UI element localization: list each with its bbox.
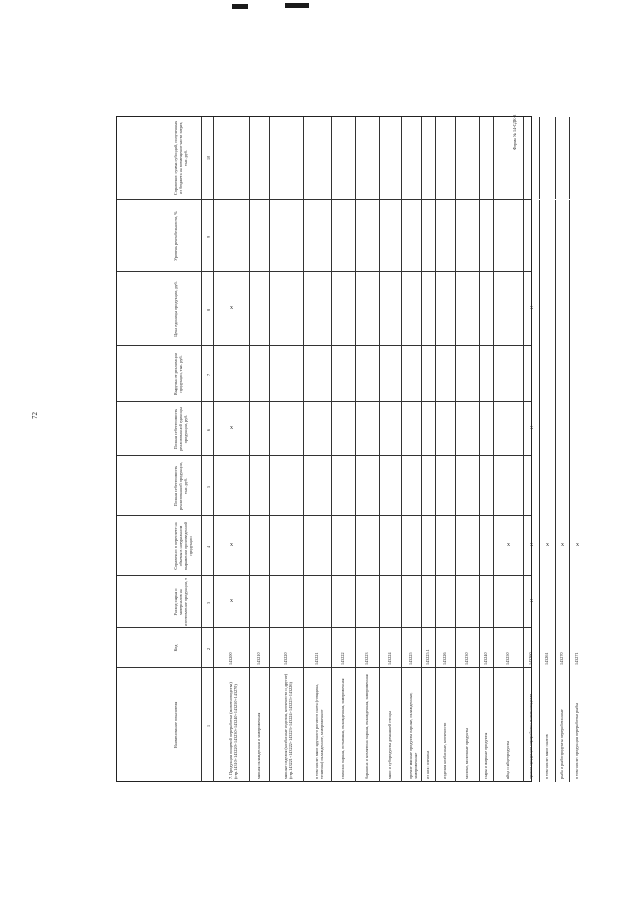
table-cell	[213, 200, 250, 272]
scan-mark-top-left	[232, 4, 248, 9]
table-cell	[379, 668, 402, 782]
table-cell	[493, 346, 524, 402]
table-cell	[435, 668, 456, 782]
table-cell	[269, 200, 304, 272]
table-cell	[331, 668, 356, 782]
row-name: мясо и субпродукты домашней птицы	[387, 711, 392, 779]
table-cell	[555, 200, 570, 272]
table-cell	[479, 272, 494, 346]
row-code: 143250	[505, 652, 510, 665]
table-cell	[213, 117, 250, 199]
column-number: 5	[206, 485, 211, 488]
row-name: свинина парная, остывшая, охлажденная, замороженная	[340, 678, 345, 779]
table-cell	[331, 402, 356, 456]
table-cell	[401, 346, 422, 402]
table-cell	[479, 628, 494, 668]
header-cell-col1	[117, 576, 201, 628]
table-cell	[401, 200, 422, 272]
table-cell	[455, 346, 480, 402]
table-cell	[523, 117, 540, 199]
table-cell	[555, 456, 570, 516]
column-number: 4	[206, 545, 211, 548]
table-cell	[331, 516, 356, 576]
table-cell	[479, 117, 494, 199]
cross-mark: x	[230, 305, 233, 311]
table-cell	[493, 114, 524, 199]
table-cell	[435, 628, 456, 668]
table-cell	[331, 456, 356, 516]
header-text-col1: Расход сырья и материалов на изготовление продукции, т	[173, 578, 188, 626]
table-cell	[523, 346, 540, 402]
statistics-table	[116, 116, 579, 782]
table-cell	[355, 402, 380, 456]
table-cell	[479, 576, 494, 628]
table-cell	[539, 516, 556, 576]
table-cell	[401, 402, 422, 456]
table-cell	[569, 272, 586, 346]
header-cell-col3	[117, 456, 201, 516]
table-cell	[455, 200, 480, 272]
table-cell	[303, 628, 332, 668]
table-cell	[401, 117, 422, 199]
table-cell	[303, 200, 332, 272]
table-band-col8	[117, 114, 531, 199]
row-name: мясные изделия (колбасные изделия, копчености и другие) (стр.143221+143222+143223+143224+143225+143226)	[283, 673, 293, 779]
row-name: в том числе: мясо крупного рогатого скота (говядина, телятина) охлажденное, замороженное	[314, 683, 324, 779]
header-cell-col6	[117, 272, 201, 346]
column-number: 1	[206, 724, 211, 727]
table-band-name	[117, 667, 579, 782]
header-cell-col8	[117, 117, 201, 199]
table-cell	[249, 668, 270, 782]
cross-mark: x	[230, 425, 233, 431]
column-number: 7	[206, 373, 211, 376]
cross-mark: x	[530, 598, 533, 604]
header-text-col8: Справочно: сумма субсидий, полученных из бюджета на возмещение части затрат, тыс. руб.	[173, 120, 188, 196]
cross-mark: x	[561, 542, 564, 548]
table-cell	[493, 272, 524, 346]
table-cell	[331, 628, 356, 668]
table-cell	[435, 402, 456, 456]
table-cell	[421, 456, 436, 516]
cross-mark: x	[530, 425, 533, 431]
table-cell	[269, 272, 304, 346]
cross-mark: x	[530, 305, 533, 311]
row-name: молоко, молочные продукты	[464, 728, 469, 779]
table-cell	[213, 346, 250, 402]
table-cell	[213, 402, 250, 456]
column-number: 2	[206, 647, 211, 650]
table-cell	[269, 117, 304, 199]
table-cell	[555, 628, 570, 668]
table-cell	[401, 272, 422, 346]
table-cell	[569, 402, 586, 456]
table-cell	[455, 117, 480, 199]
header-text-col3: Полная себестоимость реализованной продукции, тыс. руб.	[173, 462, 188, 510]
table-cell	[523, 272, 540, 346]
header-text-name: Наименование показателя	[173, 701, 178, 749]
table-cell	[355, 200, 380, 272]
table-cell	[539, 346, 556, 402]
table-cell	[331, 117, 356, 199]
table-cell	[435, 200, 456, 272]
row-code: 143261	[544, 652, 549, 665]
table-cell	[303, 402, 332, 456]
header-cell-col2	[117, 516, 201, 576]
column-number: 10	[206, 155, 211, 160]
table-band-code	[117, 627, 579, 668]
table-cell	[479, 516, 494, 576]
table-cell	[555, 668, 570, 782]
table-cell	[355, 346, 380, 402]
table-cell	[539, 668, 556, 782]
table-cell	[539, 117, 556, 199]
header-text-code: Код	[173, 644, 178, 652]
table-cell	[401, 576, 422, 628]
table-cell	[331, 576, 356, 628]
table-cell	[355, 668, 380, 782]
row-code: 143260	[528, 652, 533, 665]
header-cell-col7	[117, 200, 201, 272]
table-cell	[379, 628, 402, 668]
column-number: 6	[206, 428, 211, 431]
table-cell	[493, 456, 524, 516]
header-text-col2: Справочно: в пересчете на объемы в натуральном выражении произведенной продукции	[173, 521, 193, 571]
row-code: 143240	[483, 652, 488, 665]
row-name: 7. Продукция пищевой переработки (животноводства) (стр.14310+143220+143230+143240+143250+143270)	[228, 682, 238, 779]
row-name: прочие мясные продукты парные, охлажденные, замороженные	[408, 692, 418, 779]
table-cell	[435, 516, 456, 576]
table-cell	[379, 402, 402, 456]
table-cell	[493, 628, 524, 668]
table-cell	[455, 272, 480, 346]
row-code: 143270	[559, 652, 564, 665]
table-cell	[213, 272, 250, 346]
table-cell	[569, 668, 586, 782]
table-cell	[479, 346, 494, 402]
row-name: мясная охлажденная и замороженная	[256, 712, 261, 779]
table-cell	[493, 576, 524, 628]
header-cell-col5	[117, 346, 201, 402]
table-cell	[355, 628, 380, 668]
table-cell	[421, 117, 436, 199]
table-cell	[269, 576, 304, 628]
table-cell	[555, 346, 570, 402]
row-name: баранина и козлятина парная, охлажденная, замороженная	[364, 674, 369, 779]
table-cell	[249, 272, 270, 346]
row-code: 143210	[256, 652, 261, 665]
table-cell	[421, 628, 436, 668]
row-name: в том числе: мясо пантов	[544, 734, 549, 779]
table-cell	[523, 628, 540, 668]
table-cell	[555, 117, 570, 199]
table-cell	[479, 668, 494, 782]
row-code: 143225.1	[425, 649, 430, 665]
table-band-col4	[117, 401, 531, 456]
row-name: сыры и жирные продукты	[483, 732, 488, 779]
column-number: 9	[206, 235, 211, 238]
table-cell	[213, 668, 250, 782]
page-number: 72	[31, 412, 39, 419]
table-cell	[493, 668, 524, 782]
cross-mark: x	[576, 542, 579, 548]
table-cell	[569, 200, 586, 272]
table-cell	[421, 516, 436, 576]
table-cell	[555, 576, 570, 628]
table-cell	[539, 456, 556, 516]
table-cell	[249, 117, 270, 199]
row-code: 143222	[340, 652, 345, 665]
table-cell	[539, 628, 556, 668]
table-cell	[401, 668, 422, 782]
table-cell	[303, 668, 332, 782]
table-cell	[249, 402, 270, 456]
cross-mark: x	[507, 542, 510, 548]
table-cell	[455, 576, 480, 628]
table-cell	[539, 200, 556, 272]
row-code: 143225	[408, 652, 413, 665]
table-cell	[479, 456, 494, 516]
row-code: 143200	[228, 652, 233, 665]
table-cell	[523, 516, 540, 576]
table-cell	[379, 456, 402, 516]
table-band-col7	[117, 199, 531, 272]
table-cell	[269, 346, 304, 402]
table-cell	[401, 628, 422, 668]
header-cell-name	[117, 668, 201, 782]
table-cell	[303, 272, 332, 346]
header-text-col6: Цена единицы продукции, руб.	[173, 281, 178, 337]
row-code: 143221	[314, 652, 319, 665]
table-cell	[379, 576, 402, 628]
table-cell	[555, 516, 570, 576]
row-code: 143271	[574, 652, 579, 665]
cross-mark: x	[546, 542, 549, 548]
header-cell-code	[117, 628, 201, 668]
table-cell	[355, 272, 380, 346]
table-cell	[303, 117, 332, 199]
table-band-col5	[117, 345, 531, 402]
form-label: Форма № 14-СДК-3	[512, 114, 517, 150]
cross-mark: x	[230, 542, 233, 548]
row-code: 143220	[283, 652, 288, 665]
table-cell	[479, 200, 494, 272]
table-cell	[331, 346, 356, 402]
row-name: из них: оленина	[425, 750, 430, 779]
table-cell	[213, 628, 250, 668]
table-cell	[479, 402, 494, 456]
column-number: 3	[206, 601, 211, 604]
scan-mark-top-right	[285, 3, 309, 8]
table-cell	[455, 668, 480, 782]
table-cell	[569, 628, 586, 668]
row-code: 143230	[464, 652, 469, 665]
table-band-col2	[117, 515, 579, 576]
table-cell	[213, 456, 250, 516]
table-cell	[523, 668, 540, 782]
table-cell	[421, 668, 436, 782]
table-cell	[249, 346, 270, 402]
table-cell	[379, 117, 402, 199]
row-code: 143223	[364, 652, 369, 665]
table-cell	[379, 200, 402, 272]
table-cell	[355, 117, 380, 199]
table-cell	[569, 346, 586, 402]
table-band-col3	[117, 455, 531, 516]
column-number: 8	[206, 308, 211, 311]
table-cell	[455, 516, 480, 576]
table-cell	[269, 456, 304, 516]
table-cell	[523, 576, 540, 628]
table-cell	[493, 200, 524, 272]
table-cell	[269, 516, 304, 576]
table-cell	[569, 456, 586, 516]
table-cell	[539, 402, 556, 456]
table-cell	[523, 402, 540, 456]
table-cell	[249, 576, 270, 628]
table-cell	[455, 456, 480, 516]
table-cell	[331, 272, 356, 346]
table-cell	[379, 346, 402, 402]
header-text-col5: Выручка от реализации продукции, тыс. руб.	[173, 352, 183, 396]
table-cell	[539, 272, 556, 346]
table-cell	[269, 668, 304, 782]
table-cell	[569, 576, 586, 628]
table-cell	[249, 200, 270, 272]
table-cell	[213, 516, 250, 576]
table-cell	[523, 456, 540, 516]
header-cell-col4	[117, 402, 201, 456]
table-cell	[213, 576, 250, 628]
header-text-col7: Уровень рентабельности, %	[173, 211, 178, 261]
table-cell	[355, 456, 380, 516]
row-name: в том числе: продукция переработки рыбы	[574, 702, 579, 779]
table-cell	[379, 516, 402, 576]
table-band-col6	[117, 271, 531, 346]
row-name: яйца и яйцепродукты	[505, 740, 510, 779]
table-cell	[555, 402, 570, 456]
table-cell	[435, 576, 456, 628]
table-cell	[569, 117, 586, 199]
table-cell	[331, 200, 356, 272]
table-cell	[421, 200, 436, 272]
table-cell	[249, 516, 270, 576]
table-cell	[249, 456, 270, 516]
table-cell	[355, 516, 380, 576]
table-cell	[455, 628, 480, 668]
table-cell	[523, 200, 540, 272]
table-cell	[421, 576, 436, 628]
table-cell	[539, 576, 556, 628]
table-cell	[493, 402, 524, 456]
cross-mark: x	[530, 542, 533, 548]
table-cell	[421, 402, 436, 456]
row-name: изделия колбасные, копчености	[442, 722, 447, 779]
table-cell	[303, 576, 332, 628]
table-cell	[249, 628, 270, 668]
row-name: рыба и рыбопродукты переработанные	[559, 709, 564, 779]
table-cell	[569, 516, 586, 576]
row-name: прочая продукция переработки животноводства	[528, 693, 533, 779]
row-code: 143226	[442, 652, 447, 665]
table-cell	[269, 402, 304, 456]
cross-mark: x	[230, 598, 233, 604]
table-band-col1	[117, 575, 531, 628]
table-cell	[421, 346, 436, 402]
row-code: 143224	[387, 652, 392, 665]
table-cell	[435, 117, 456, 199]
table-cell	[303, 346, 332, 402]
table-cell	[401, 456, 422, 516]
table-cell	[401, 516, 422, 576]
table-cell	[493, 516, 524, 576]
header-text-col4: Полная себестоимость реализованной единицы продукции, руб.	[173, 407, 188, 451]
table-cell	[555, 272, 570, 346]
table-cell	[355, 576, 380, 628]
table-cell	[455, 402, 480, 456]
table-cell	[421, 272, 436, 346]
table-cell	[269, 628, 304, 668]
table-cell	[303, 456, 332, 516]
table-cell	[435, 346, 456, 402]
table-cell	[303, 516, 332, 576]
table-cell	[435, 456, 456, 516]
table-cell	[435, 272, 456, 346]
table-cell	[379, 272, 402, 346]
